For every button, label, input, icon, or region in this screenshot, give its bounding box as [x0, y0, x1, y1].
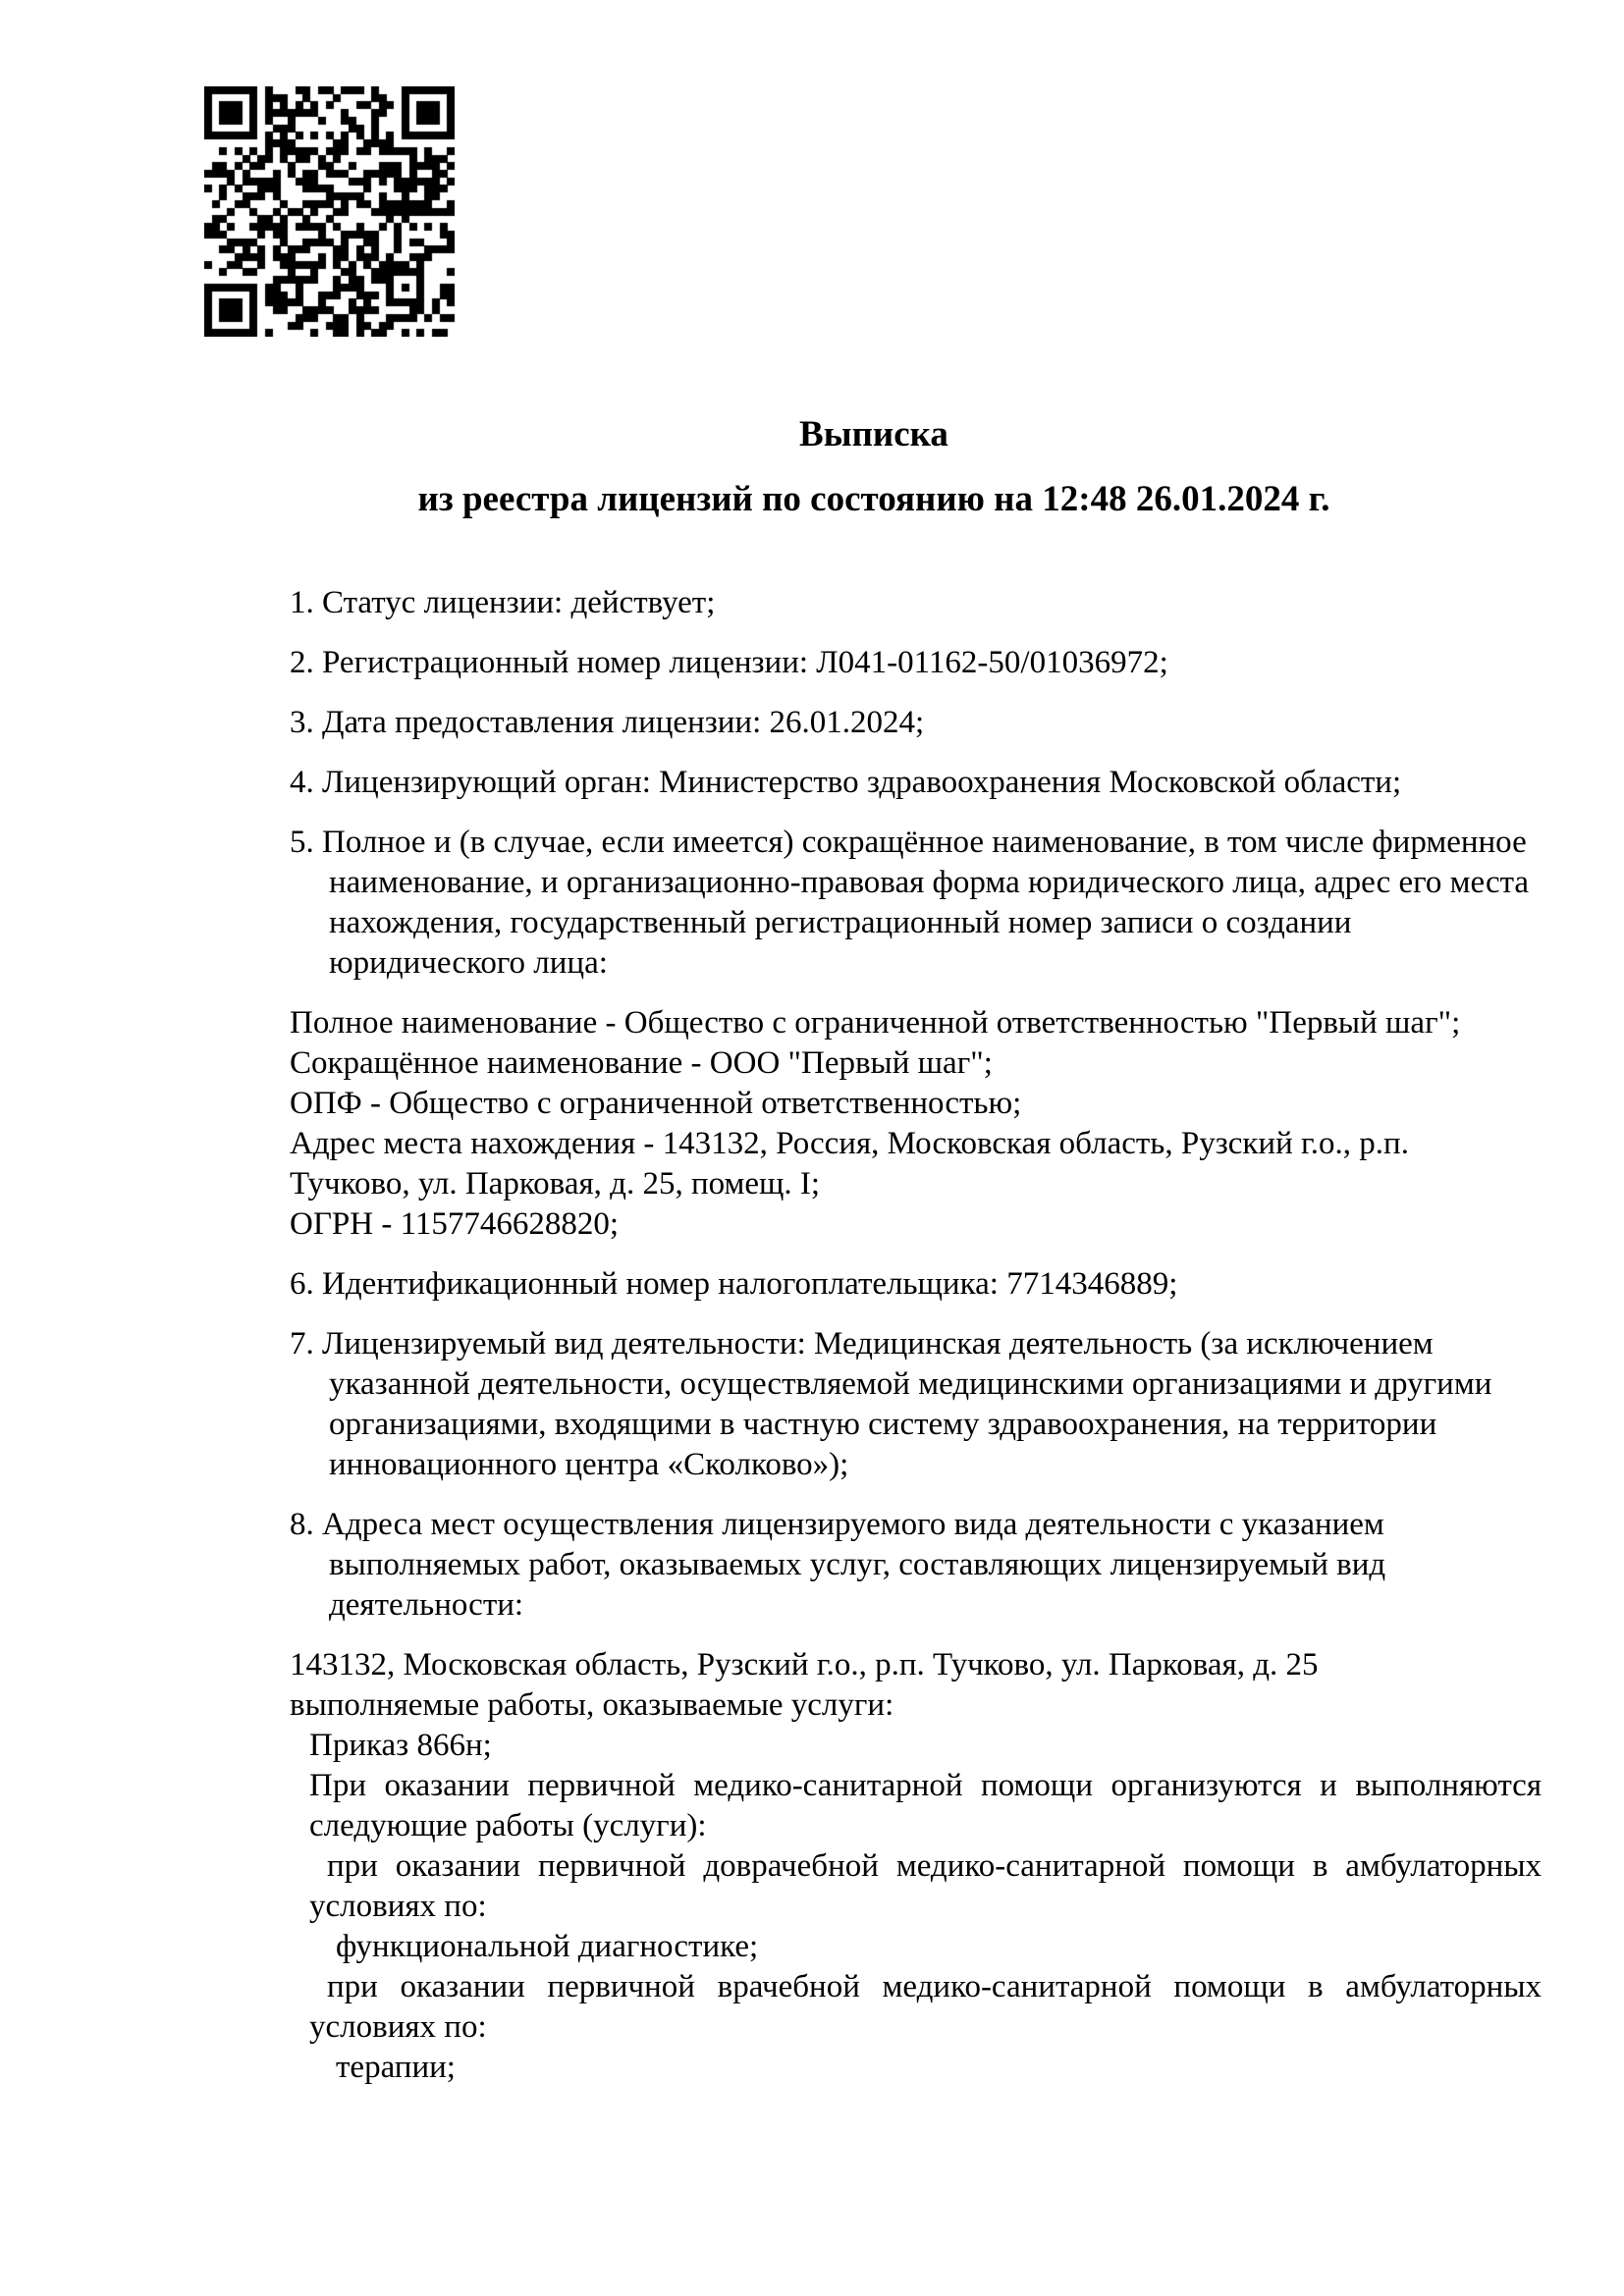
doc-block — [290, 1264, 1542, 1305]
document-subtitle: из реестра лицензий по состоянию на 12:48 26.01.2024 г. — [417, 479, 1330, 519]
qr-code — [204, 86, 455, 337]
doc-line: 4. Лицензирующий орган: Министерство здравоохранения Московской области; — [290, 765, 1402, 800]
doc-line: 143132, Московская область, Рузский г.о., р.п. Тучково, ул. Парковая, д. 25 — [290, 1647, 1319, 1682]
doc-block — [290, 763, 1542, 803]
doc-line: 5. Полное и (в случае, если имеется) сокращённое наименование, в том числе фирменное — [290, 825, 1527, 860]
doc-line: условиях по: — [309, 2009, 487, 2045]
doc-block — [290, 643, 1542, 683]
doc-line: 8. Адреса мест осуществления лицензируемого вида деятельности с указанием — [290, 1507, 1384, 1542]
doc-block — [290, 1645, 1542, 2088]
doc-block — [290, 823, 1542, 984]
doc-line: инновационного центра «Сколково»); — [329, 1447, 849, 1482]
doc-line: нахождения, государственный регистрационный номер записи о создании — [329, 905, 1352, 940]
doc-line: выполняемые работы, оказываемые услуги: — [290, 1687, 894, 1723]
doc-line: Приказ 866н; — [309, 1728, 492, 1763]
document-body — [290, 583, 1542, 2108]
doc-block — [290, 583, 1542, 623]
doc-line: терапии; — [336, 2050, 456, 2085]
doc-line: при оказании первичной врачебной медико-санитарной помощи в амбулаторных — [327, 1969, 1542, 2004]
doc-line: При оказании первичной медико-санитарной помощи организуются и выполняются — [309, 1768, 1542, 1803]
doc-line: 6. Идентификационный номер налогоплательщика: 7714346889; — [290, 1266, 1178, 1302]
doc-line: 3. Дата предоставления лицензии: 26.01.2024; — [290, 705, 925, 740]
doc-line: Тучково, ул. Парковая, д. 25, помещ. I; — [290, 1166, 821, 1201]
doc-line: 7. Лицензируемый вид деятельности: Медицинская деятельность (за исключением — [290, 1326, 1434, 1362]
doc-line: функциональной диагностике; — [336, 1929, 759, 1964]
document-title: Выписка — [799, 414, 948, 454]
doc-line: ОГРН - 1157746628820; — [290, 1206, 620, 1242]
doc-line: Сокращённое наименование - ООО "Первый шаг"; — [290, 1045, 993, 1081]
doc-line: следующие работы (услуги): — [309, 1808, 707, 1843]
doc-line: Адрес места нахождения - 143132, Россия, Московская область, Рузский г.о., р.п. — [290, 1126, 1409, 1161]
doc-line: организациями, входящими в частную систему здравоохранения, на территории — [329, 1407, 1437, 1442]
doc-line: юридического лица: — [329, 945, 608, 981]
doc-line: условиях по: — [309, 1889, 487, 1924]
doc-line: 1. Статус лицензии: действует; — [290, 585, 716, 620]
doc-line: при оказании первичной доврачебной медико-санитарной помощи в амбулаторных — [327, 1848, 1542, 1884]
doc-block — [290, 1505, 1542, 1626]
doc-block — [290, 703, 1542, 743]
doc-block — [290, 1324, 1542, 1485]
doc-line: Полное наименование - Общество с ограниченной ответственностью "Первый шаг"; — [290, 1005, 1461, 1041]
doc-line: деятельности: — [329, 1587, 524, 1623]
doc-line: указанной деятельности, осуществляемой медицинскими организациями и другими — [329, 1366, 1492, 1402]
doc-line: наименование, и организационно-правовая форма юридического лица, адрес его места — [329, 865, 1530, 900]
doc-line: ОПФ - Общество с ограниченной ответственностью; — [290, 1086, 1022, 1121]
doc-block — [290, 1003, 1542, 1245]
doc-line: 2. Регистрационный номер лицензии: Л041-01162-50/01036972; — [290, 645, 1168, 680]
doc-line: выполняемых работ, оказываемых услуг, составляющих лицензируемый вид — [329, 1547, 1386, 1582]
document-header — [206, 412, 1542, 522]
